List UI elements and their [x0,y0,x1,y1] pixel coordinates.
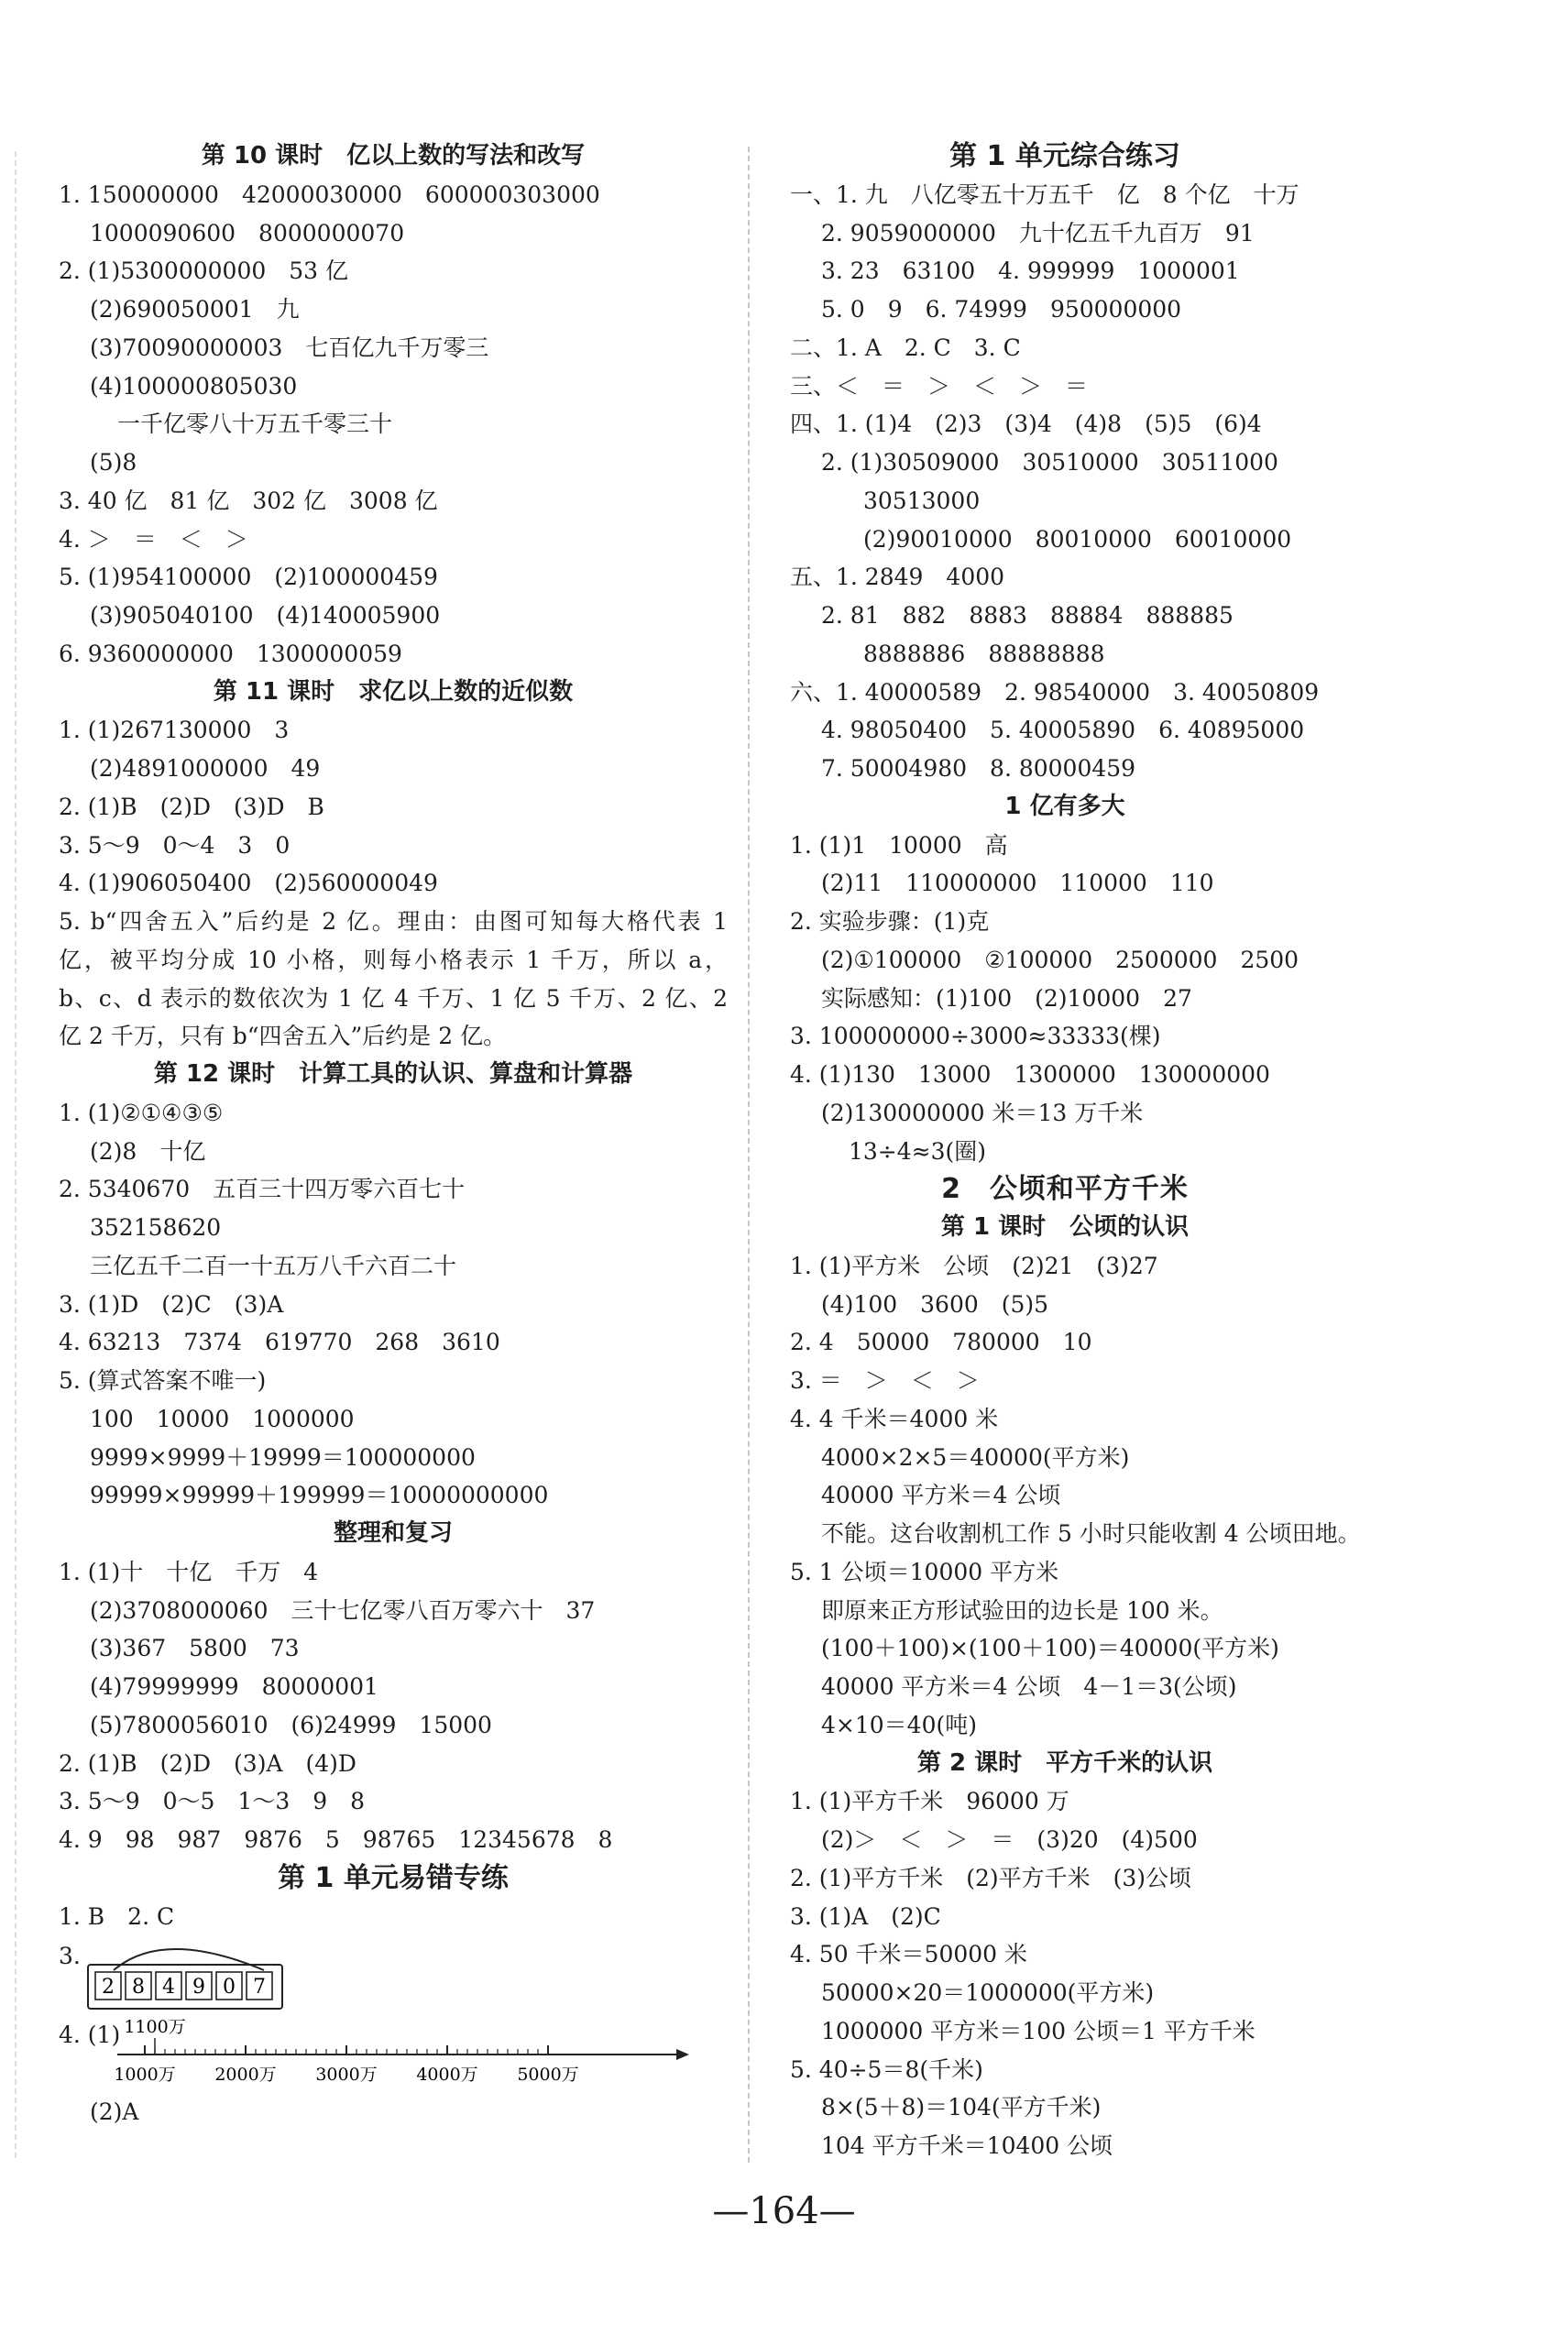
digit-card-value: 7 [253,1976,266,2000]
digit-card-value: 2 [102,1976,115,2000]
answer-line: 1. B 2. C [59,1902,175,1930]
answer-line: 1. (1)平方米 公顷 (2)21 (3)27 [790,1252,1158,1279]
tick-label: 4000万 [416,2065,478,2086]
answer-line: 8888886 88888888 [863,640,1105,667]
digit-card-value: 9 [192,1976,205,2000]
answer-line: (2)A [90,2098,139,2126]
answer-line: 五、1. 2849 4000 [790,564,1005,591]
section-heading: 第 2 课时 平方千米的认识 [916,1748,1213,1777]
answer-line: 3. 23 63100 4. 999999 1000001 [821,258,1240,285]
answer-line: 1. 150000000 42000030000 600000303000 [59,181,600,208]
section-heading: 第 1 单元易错专练 [278,1861,509,1894]
answer-line: 4. (1)906050400 (2)560000049 [59,870,438,897]
marker-label: 1100万 [124,2017,186,2038]
answer-line: 即原来正方形试验田的边长是 100 米。 [821,1596,1223,1624]
answer-line: 100 10000 1000000 [90,1405,355,1432]
answer-line: 4. 9 98 987 9876 5 98765 12345678 8 [59,1826,613,1853]
answer-line: 2. (1)B (2)D (3)D B [59,793,324,820]
right-column [790,137,1361,2165]
answer-line: (2)4891000000 49 [90,755,321,782]
answer-line: 5. 0 9 6. 74999 950000000 [821,296,1182,323]
digit-card-value: 8 [132,1976,145,2000]
tick-label: 3000万 [315,2065,378,2086]
answer-line: 4. 50 千米＝50000 米 [790,1941,1028,1968]
answer-line: 2. (1)B (2)D (3)A (4)D [59,1749,356,1777]
answer-line: 40000 平方米＝4 公顷 4－1＝3(公顷) [821,1673,1237,1700]
answer-line: 3. 5～9 0～5 1～3 9 8 [59,1788,366,1815]
answer-line: (100＋100)×(100＋100)＝40000(平方米) [821,1635,1279,1662]
section-heading: 第 1 课时 公顷的认识 [940,1213,1190,1241]
answer-line: (3)70090000003 七百亿九千万零三 [90,334,489,361]
tick-label: 2000万 [214,2065,277,2086]
left-column [59,137,728,2131]
answer-line: 3. 100000000÷3000≈33333(棵) [790,1023,1161,1050]
answer-line: 3. 40 亿 81 亿 302 亿 3008 亿 [59,487,438,514]
digit-card-value: 4 [162,1976,175,2000]
answer-line: 2. (1)5300000000 53 亿 [59,258,349,285]
answer-line: 7. 50004980 8. 80000459 [821,755,1136,782]
answer-line: 4. 63213 7374 619770 268 3610 [59,1329,500,1356]
answer-line: 二、1. A 2. C 3. C [790,334,1021,361]
answer-line: 8×(5＋8)＝104(平方千米) [821,2094,1102,2121]
answer-line: 2. 9059000000 九十亿五千九百万 91 [821,219,1255,247]
answer-line: 1. (1)1 10000 高 [790,831,1008,859]
answer-line: 1. (1)平方千米 96000 万 [790,1788,1069,1815]
answer-line: 2. 81 882 8883 88884 888885 [821,602,1234,629]
answer-line: (2)＞ ＜ ＞ ＝ (3)20 (4)500 [821,1826,1198,1853]
answer-line: 50000×20＝1000000(平方米) [821,1979,1155,2006]
answer-line: (3)905040100 (4)140005900 [90,602,441,629]
answer-line: 5. 1 公顷＝10000 平方米 [790,1558,1059,1585]
answer-line: (2)①100000 ②100000 2500000 2500 [821,946,1299,973]
axis-arrow [676,2049,689,2060]
figure-label: 4. (1) [59,2022,121,2049]
answer-line: (4)100 3600 (5)5 [821,1290,1049,1318]
answer-line: 99999×99999＋199999＝10000000000 [90,1482,549,1509]
answer-line: 5. b“四舍五入”后约是 2 亿。理由：由图可知每大格代表 1 [59,908,728,935]
answer-line: (4)100000805030 [90,372,298,400]
answer-line: (2)11 110000000 110000 110 [821,870,1214,897]
swap-arc [114,1949,264,1970]
answer-line: (2)8 十亿 [90,1137,206,1165]
answer-line: 一、1. 九 八亿零五十万五千 亿 8 个亿 十万 [790,181,1299,208]
answer-line: 三亿五千二百一十五万八千六百二十 [90,1252,457,1279]
section-heading: 第 11 课时 求亿以上数的近似数 [213,677,574,706]
answer-line: 不能。这台收割机工作 5 小时只能收割 4 公顷田地。 [821,1520,1361,1547]
section-heading: 2 公顷和平方千米 [941,1173,1189,1206]
answer-line: 2. (1)30509000 30510000 30511000 [821,449,1278,476]
answer-line: 一千亿零八十万五千零三十 [117,411,393,438]
answer-line: 六、1. 40000589 2. 98540000 3. 40050809 [790,678,1320,706]
answer-line: 13÷4≈3(圈) [849,1137,987,1165]
tick-label: 1000万 [114,2065,176,2086]
section-heading: 1 亿有多大 [1004,792,1125,820]
answer-line: (2)690050001 九 [90,296,300,323]
answer-line: 3. (1)A (2)C [790,1902,941,1930]
answer-line: (2)3708000060 三十七亿零八百万零六十 37 [90,1596,596,1624]
answer-line: (5)8 [90,449,137,476]
answer-line: 352158620 [90,1214,222,1241]
answer-line: 2. 4 50000 780000 10 [790,1329,1092,1356]
answer-line: 9999×9999＋19999＝100000000 [90,1443,476,1471]
answer-line: 2. (1)平方千米 (2)平方千米 (3)公顷 [790,1864,1192,1891]
answer-line: 实际感知：(1)100 (2)10000 27 [821,984,1192,1012]
answer-line: 1. (1)十 十亿 千万 4 [59,1558,319,1585]
answer-line: 5. 40÷5＝8(千米) [790,2055,983,2083]
answer-line: (5)7800056010 (6)24999 15000 [90,1711,492,1738]
page-edge-mark [15,151,16,2158]
answer-line: (2)130000000 米＝13 万千米 [821,1099,1144,1126]
answer-line: 三、＜ ＝ ＞ ＜ ＞ ＝ [790,372,1089,400]
answer-line: 4. 98050400 5. 40005890 6. 40895000 [821,717,1305,744]
answer-line: (3)367 5800 73 [90,1635,300,1662]
answer-line: 4000×2×5＝40000(平方米) [821,1443,1130,1471]
answer-line: 3. ＝ ＞ ＜ ＞ [790,1367,980,1394]
answer-line: 1. (1)267130000 3 [59,717,290,744]
section-heading: 第 10 课时 亿以上数的写法和改写 [201,142,586,170]
number-line [108,2012,695,2093]
answer-line: 1. (1)②①④③⑤ [59,1099,224,1126]
answer-line: 4. ＞ ＝ ＜ ＞ [59,525,248,553]
answer-line: 3. (1)D (2)C (3)A [59,1290,284,1318]
answer-line: 5. (算式答案不唯一) [59,1367,267,1394]
answer-line: 1000090600 8000000070 [90,219,405,247]
answer-line: 3. 5～9 0～4 3 0 [59,831,291,859]
section-heading: 第 1 单元综合练习 [949,140,1180,172]
answer-line: 104 平方千米＝10400 公顷 [821,2132,1113,2159]
answer-line: 4. 4 千米＝4000 米 [790,1405,999,1432]
answer-line: 6. 9360000000 1300000059 [59,640,402,667]
digit-card-value: 0 [223,1976,236,2000]
answer-line: 4. (1)130 13000 1300000 130000000 [790,1061,1270,1088]
answer-line: 亿，被平均分成 10 小格，则每小格表示 1 千万，所以 a， [59,946,728,973]
answer-line: (2)90010000 80010000 60010000 [863,525,1292,553]
section-heading: 整理和复习 [333,1519,453,1547]
section-heading: 第 12 课时 计算工具的认识、算盘和计算器 [153,1060,633,1088]
column-divider [748,147,750,2163]
answer-line: 4×10＝40(吨) [821,1711,977,1738]
answer-line: 5. (1)954100000 (2)100000459 [59,564,438,591]
tick-label: 5000万 [517,2065,579,2086]
number-line-figure [59,2012,728,2093]
answer-line: 2. 实验步骤：(1)克 [790,908,990,935]
answer-line: b、c、d 表示的数依次为 1 亿 4 千万、1 亿 5 千万、2 亿、2 [59,984,728,1012]
answer-line: (4)79999999 80000001 [90,1673,378,1700]
answer-line: 1000000 平方米＝100 公顷＝1 平方千米 [821,2017,1255,2044]
digit-cards-figure [59,1935,728,2012]
answer-line: 40000 平方米＝4 公顷 [821,1482,1061,1509]
answer-line: 30513000 [863,487,981,514]
answer-line: 亿 2 千万，只有 b“四舍五入”后约是 2 亿。 [59,1023,507,1050]
figure-label: 3. [59,1943,81,1970]
page-number: —164— [712,2190,856,2232]
digit-cards-diagram [81,1935,356,2012]
answer-line: 2. 5340670 五百三十四万零六百七十 [59,1176,466,1203]
answer-line: 四、1. (1)4 (2)3 (3)4 (4)8 (5)5 (6)4 [790,411,1262,438]
